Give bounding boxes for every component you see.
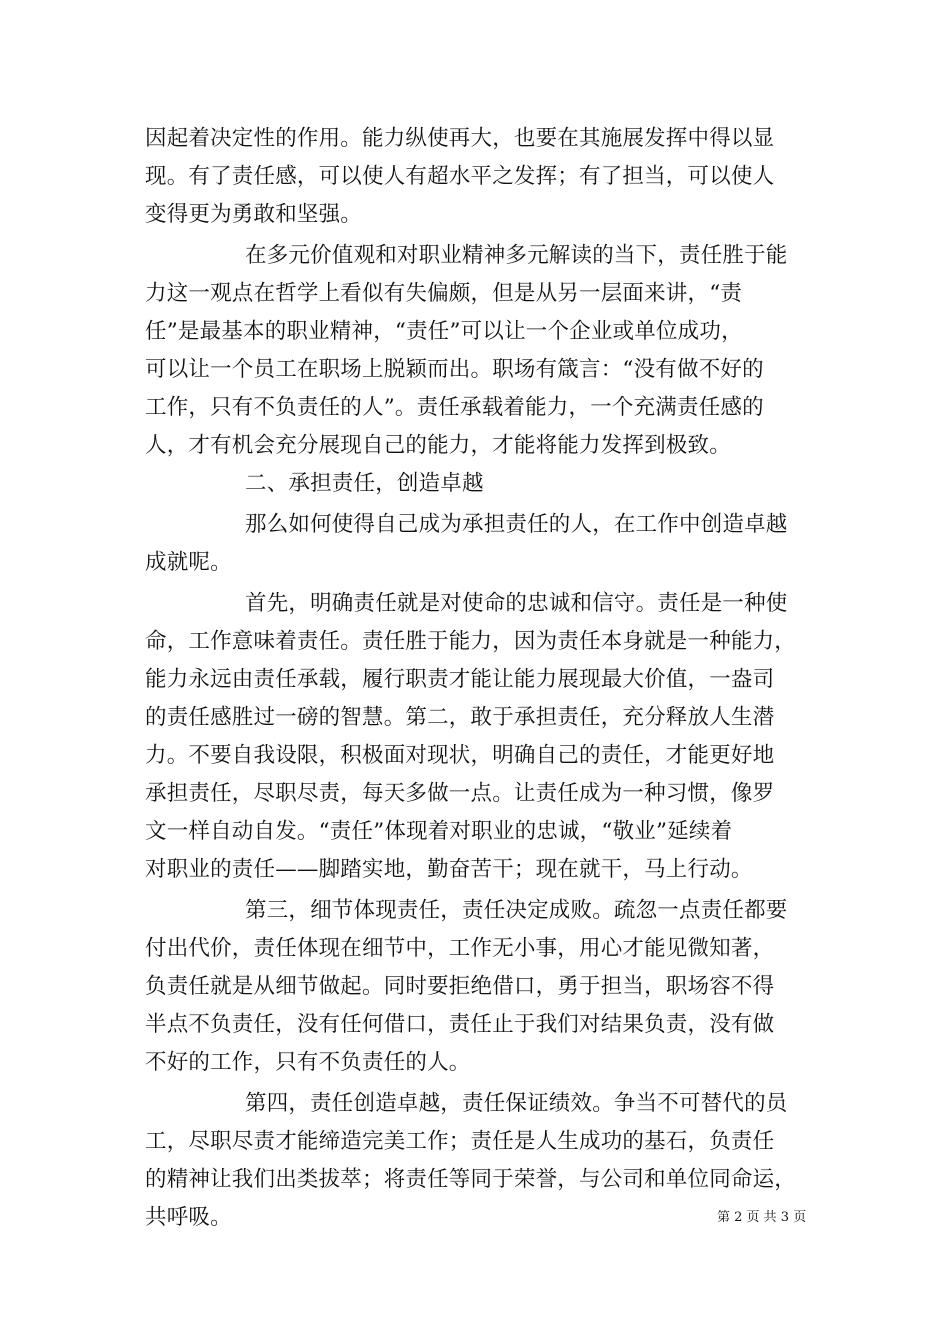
heading-text: 二、承担责任，创造卓越 (245, 471, 484, 496)
text-line: 首先，明确责任就是对使命的忠诚和信守。责任是一种使 (245, 591, 788, 616)
text-line: 半点不负责任，没有任何借口，责任止于我们对结果负责，没有做 (145, 1012, 775, 1037)
paragraph-values (145, 237, 810, 465)
paragraph-continuation (145, 120, 810, 234)
text-line: 命，工作意味着责任。责任胜于能力，因为责任本身就是一种能力， (145, 629, 797, 654)
text-line: 第四，责任创造卓越，责任保证绩效。争当不可替代的员 (245, 1091, 788, 1116)
text-line: 能力永远由责任承载，履行职责才能让能力展现最大价值，一盎司 (145, 667, 775, 692)
text-line: 第三，细节体现责任，责任决定成败。疏忽一点责任都要 (245, 898, 788, 923)
text-line: 变得更为勇敢和坚强。 (145, 202, 363, 227)
text-line: 任”是最基本的职业精神，“责任”可以让一个企业或单位成功， (145, 319, 743, 344)
text-line: 的精神让我们出类拔萃；将责任等同于荣誉，与公司和单位同命运， (145, 1167, 797, 1192)
text-line: 在多元价值观和对职业精神多元解读的当下，责任胜于能 (245, 243, 788, 268)
paragraph-first (145, 585, 810, 889)
text-line: 力这一观点在哲学上看似有失偏颇，但是从另一层面来讲，“责 (145, 281, 743, 306)
text-line: 人，才有机会充分展现自己的能力，才能将能力发挥到极致。 (145, 433, 731, 458)
paragraph-third (145, 892, 810, 1082)
text-line: 负责任就是从细节做起。同时要拒绝借口，勇于担当，职场容不得 (145, 974, 775, 999)
text-line: 承担责任，尽职尽责，每天多做一点。让责任成为一种习惯，像罗 (145, 781, 775, 806)
text-line: 共呼吸。 (145, 1205, 232, 1230)
text-line: 文一样自动自发。“责任”体现着对职业的忠诚，“敬业”延续着 (145, 819, 733, 844)
paragraph-fourth (145, 1085, 810, 1237)
text-line: 力。不要自我设限，积极面对现状，明确自己的责任，才能更好地 (145, 743, 775, 768)
document-body (145, 120, 810, 1237)
text-line: 那么如何使得自己成为承担责任的人，在工作中创造卓越 (245, 512, 788, 537)
text-line: 可以让一个员工在职场上脱颖而出。职场有箴言：“没有做不好的 (145, 357, 764, 382)
page-number: 第 2 页 共 3 页 (717, 1210, 807, 1225)
text-line: 不好的工作，只有不负责任的人。 (145, 1050, 471, 1075)
text-line: 的责任感胜过一磅的智慧。第二，敢于承担责任，充分释放人生潜 (145, 705, 775, 730)
text-line: 现。有了责任感，可以使人有超水平之发挥；有了担当，可以使人 (145, 164, 775, 189)
text-line: 工，尽职尽责才能缔造完美工作；责任是人生成功的基石，负责任 (145, 1129, 775, 1154)
paragraph-question (145, 506, 810, 582)
text-line: 付出代价，责任体现在细节中，工作无小事，用心才能见微知著， (145, 936, 775, 961)
text-line: 成就呢。 (145, 550, 232, 575)
text-line: 对职业的责任——脚踏实地，勤奋苦干；现在就干，马上行动。 (145, 857, 753, 882)
text-line: 因起着决定性的作用。能力纵使再大，也要在其施展发挥中得以显 (145, 126, 775, 151)
section-heading (145, 465, 810, 503)
text-line: 工作，只有不负责任的人”。责任承载着能力，一个充满责任感的 (145, 395, 764, 420)
